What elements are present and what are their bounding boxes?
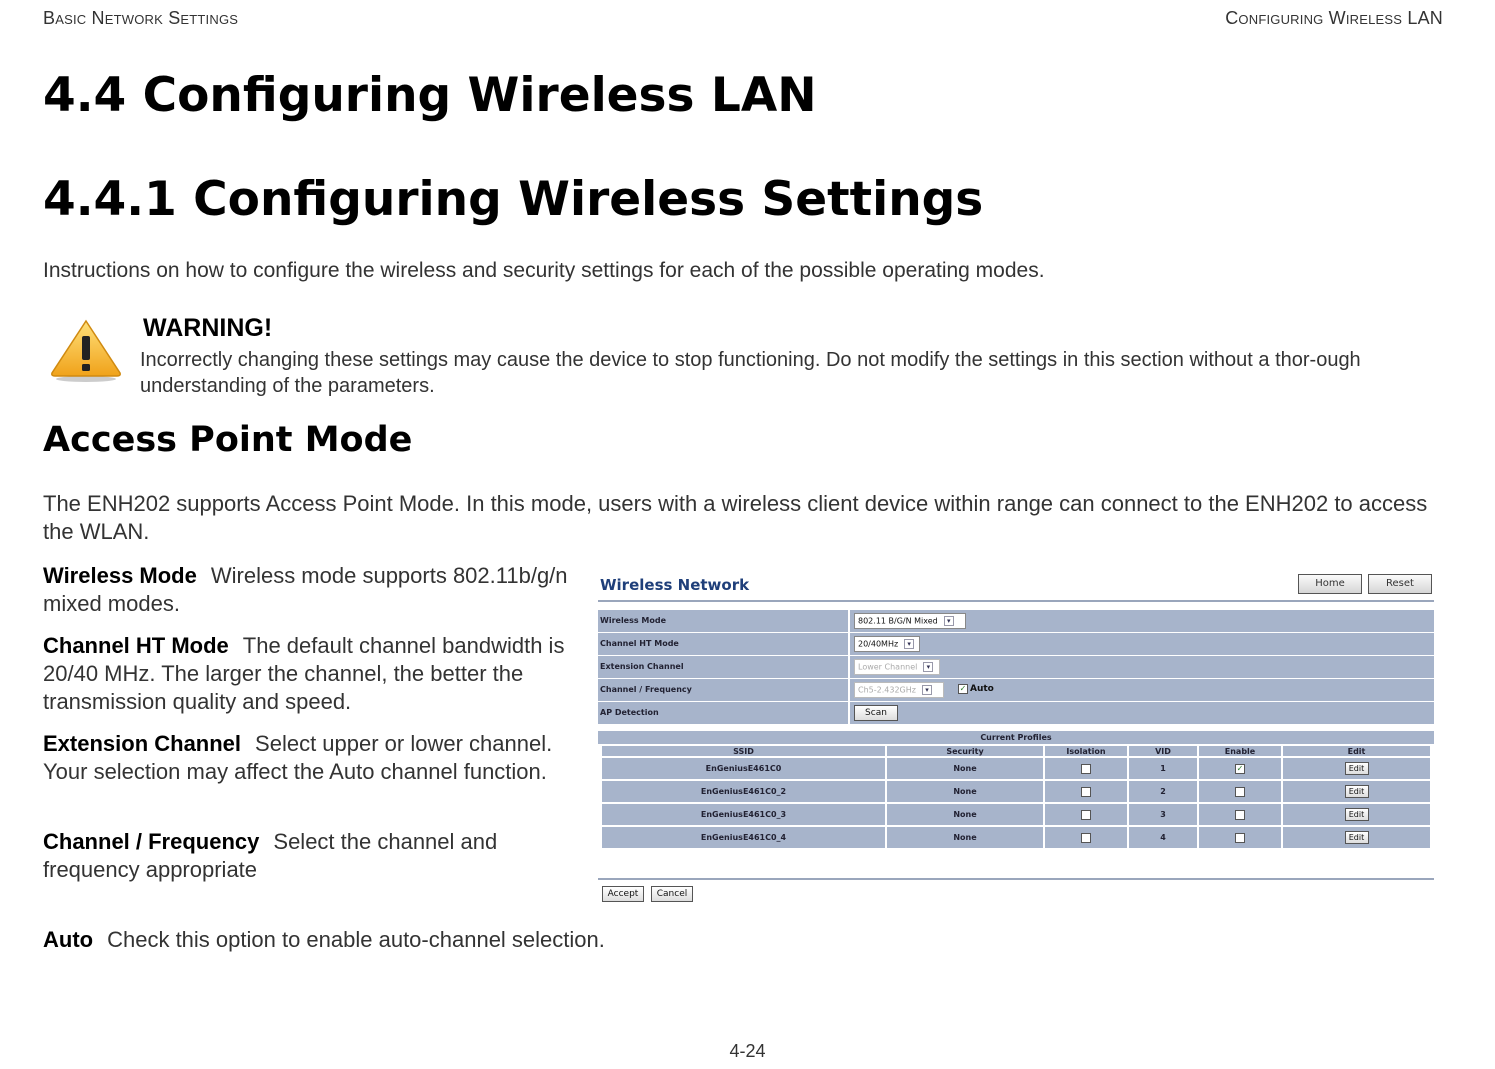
edit-button[interactable]: Edit xyxy=(1345,831,1369,844)
scan-button[interactable]: Scan xyxy=(854,705,898,721)
chevron-down-icon: ▾ xyxy=(944,616,954,626)
column-header: VID xyxy=(1129,746,1199,756)
divider xyxy=(598,600,1434,602)
subsection-title: 4.4.1 Configuring Wireless Settings xyxy=(43,172,984,227)
divider xyxy=(598,878,1434,880)
warning-text: Incorrectly changing these settings may cause the device to stop functioning. Do not modify the settings in this section without a thor-ough understanding of the parameters. xyxy=(140,349,1361,397)
home-button[interactable]: Home xyxy=(1298,574,1362,594)
definition-term: Extension Channel xyxy=(43,731,242,756)
running-header-left: Basic Network Settings xyxy=(43,8,239,28)
setting-row-channel-ht-mode xyxy=(598,633,1434,656)
definition-term: Auto xyxy=(43,927,94,952)
setting-label: AP Detection xyxy=(598,702,848,724)
profiles-title: Current Profiles xyxy=(598,731,1434,744)
definition-text: Select the channel and frequency appropriate xyxy=(43,829,498,882)
security-cell: None xyxy=(887,779,1045,802)
running-header-right: Configuring Wireless LAN xyxy=(1225,8,1443,28)
current-profiles xyxy=(598,731,1434,848)
setting-label: Extension Channel xyxy=(598,656,848,678)
table-row xyxy=(602,802,1430,825)
setting-row-ap-detection xyxy=(598,702,1434,725)
settings-table xyxy=(598,610,1434,725)
definition-auto xyxy=(43,926,943,954)
intro-paragraph: Instructions on how to configure the wireless and security settings for each of the possible operating modes. xyxy=(43,259,1045,282)
edit-button[interactable]: Edit xyxy=(1345,762,1369,775)
ssid-cell: EnGeniusE461C0_2 xyxy=(602,779,887,802)
ssid-cell: EnGeniusE461C0 xyxy=(602,756,887,779)
security-cell: None xyxy=(887,825,1045,848)
ap-mode-heading: Access Point Mode xyxy=(43,420,413,460)
ssid-cell: EnGeniusE461C0_4 xyxy=(602,825,887,848)
channel-ht-mode-select[interactable]: 20/40MHz ▾ xyxy=(854,636,920,652)
definition-wireless-mode xyxy=(43,562,588,618)
enable-checkbox[interactable] xyxy=(1235,810,1245,820)
chevron-down-icon: ▾ xyxy=(923,662,933,672)
security-cell: None xyxy=(887,756,1045,779)
warning-title: WARNING! xyxy=(143,314,273,342)
vid-cell: 3 xyxy=(1129,802,1199,825)
vid-cell: 2 xyxy=(1129,779,1199,802)
isolation-checkbox[interactable] xyxy=(1081,810,1091,820)
isolation-checkbox[interactable] xyxy=(1081,764,1091,774)
setting-row-channel-frequency xyxy=(598,679,1434,702)
security-cell: None xyxy=(887,802,1045,825)
vid-cell: 1 xyxy=(1129,756,1199,779)
wireless-network-screenshot xyxy=(598,568,1436,908)
channel-frequency-select[interactable]: Ch5-2.432GHz ▾ xyxy=(854,682,944,698)
column-header: Enable xyxy=(1199,746,1283,756)
ap-mode-description: The ENH202 supports Access Point Mode. In this mode, users with a wireless client device within range can connect to the ENH202 to access the WLAN. xyxy=(43,491,1428,544)
definition-term: Channel HT Mode xyxy=(43,633,229,658)
section-title: 4.4 Configuring Wireless LAN xyxy=(43,68,817,123)
cancel-button[interactable]: Cancel xyxy=(651,886,693,902)
definition-channel-frequency xyxy=(43,828,588,884)
enable-checkbox[interactable] xyxy=(1235,787,1245,797)
definition-text: Check this option to enable auto-channel selection. xyxy=(107,927,605,952)
definition-text: Wireless mode supports 802.11b/g/n mixed modes. xyxy=(43,563,568,616)
column-header: Isolation xyxy=(1045,746,1129,756)
setting-row-wireless-mode xyxy=(598,610,1434,633)
reset-button[interactable]: Reset xyxy=(1368,574,1432,594)
warning-triangle-icon xyxy=(49,318,123,384)
column-header: Security xyxy=(887,746,1045,756)
vid-cell: 4 xyxy=(1129,825,1199,848)
isolation-checkbox[interactable] xyxy=(1081,833,1091,843)
panel-title: Wireless Network xyxy=(600,576,750,594)
wireless-mode-select[interactable]: 802.11 B/G/N Mixed ▾ xyxy=(854,613,966,629)
definition-text: Select upper or lower channel. Your selection may affect the Auto channel function. xyxy=(43,731,553,784)
definition-term: Wireless Mode xyxy=(43,563,197,588)
setting-label: Channel HT Mode xyxy=(598,633,848,655)
chevron-down-icon: ▾ xyxy=(904,639,914,649)
setting-label: Wireless Mode xyxy=(598,610,848,632)
column-header: SSID xyxy=(602,746,887,756)
definition-channel-ht-mode xyxy=(43,632,588,716)
ssid-cell: EnGeniusE461C0_3 xyxy=(602,802,887,825)
edit-button[interactable]: Edit xyxy=(1345,808,1369,821)
enable-checkbox[interactable]: ✓ xyxy=(1236,763,1244,773)
definition-term: Channel / Frequency xyxy=(43,829,260,854)
isolation-checkbox[interactable] xyxy=(1081,787,1091,797)
enable-checkbox[interactable] xyxy=(1235,833,1245,843)
table-row xyxy=(602,756,1430,779)
setting-row-extension-channel xyxy=(598,656,1434,679)
page-number: 4-24 xyxy=(729,1041,766,1061)
setting-label: Channel / Frequency xyxy=(598,679,848,701)
definition-text: The default channel bandwidth is 20/40 MHz. The larger the channel, the better the transmission quality and speed. xyxy=(43,633,565,714)
profiles-table xyxy=(602,746,1430,848)
chevron-down-icon: ▾ xyxy=(922,685,932,695)
auto-label: Auto xyxy=(970,684,994,694)
auto-checkbox[interactable]: ✓ xyxy=(959,684,967,693)
definition-extension-channel xyxy=(43,730,553,786)
accept-button[interactable]: Accept xyxy=(602,886,644,902)
table-row xyxy=(602,779,1430,802)
edit-button[interactable]: Edit xyxy=(1345,785,1369,798)
table-row xyxy=(602,825,1430,848)
column-header: Edit xyxy=(1283,746,1430,756)
extension-channel-select[interactable]: Lower Channel ▾ xyxy=(854,659,940,675)
